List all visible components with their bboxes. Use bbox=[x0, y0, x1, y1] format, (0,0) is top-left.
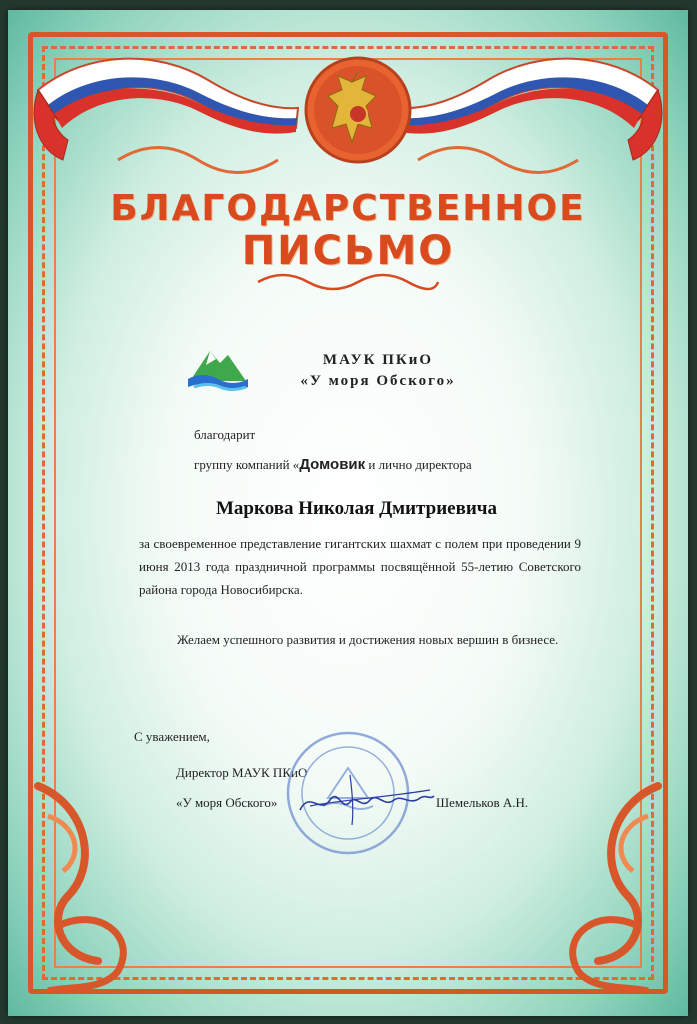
org-line-1: МАУК ПКиО bbox=[322, 352, 434, 368]
recipient-company: Домовик bbox=[299, 456, 366, 473]
org-line-2: «У моря Обского» bbox=[300, 373, 456, 389]
double-headed-eagle-emblem-icon bbox=[306, 58, 410, 162]
closing: С уважением, bbox=[134, 729, 210, 744]
recipient-prefix: группу компаний « bbox=[194, 457, 300, 472]
title-line-1: БЛАГОДАРСТВЕННОЕ bbox=[110, 188, 586, 229]
signer-title: Директор МАУК ПКиО bbox=[176, 765, 308, 780]
right-flag-ribbon-icon bbox=[398, 59, 662, 160]
left-corner-scroll-icon bbox=[38, 786, 123, 991]
mountain-waves-logo-icon bbox=[186, 343, 250, 393]
left-flag-ribbon-icon bbox=[34, 59, 298, 160]
wish-paragraph: Желаем успешного развития и достижения новых вершин в бизнесе. bbox=[177, 632, 559, 647]
recipient-line bbox=[194, 456, 472, 474]
handwritten-signature-icon bbox=[290, 770, 440, 830]
recipient-name: Маркова Николая Дмитриевича bbox=[216, 498, 497, 519]
recipient-suffix: и лично директора bbox=[365, 457, 472, 472]
title-line-2: ПИСЬМО bbox=[241, 228, 455, 274]
signer-org: «У моря Обского» bbox=[176, 795, 278, 810]
signer-name: Шемельков А.Н. bbox=[436, 795, 529, 810]
thanks-verb: благодарит bbox=[194, 427, 256, 442]
organization-name bbox=[278, 350, 478, 392]
right-corner-scroll-icon bbox=[573, 786, 658, 991]
top-ornament bbox=[8, 10, 688, 190]
reason-paragraph: за своевременное представление гигантских шахмат с полем при проведении 9 июня 2013 года праздничной программы посвящённой 55-летию Советского района города Новосибирска. bbox=[139, 536, 581, 597]
certificate-sheet bbox=[8, 10, 688, 1016]
